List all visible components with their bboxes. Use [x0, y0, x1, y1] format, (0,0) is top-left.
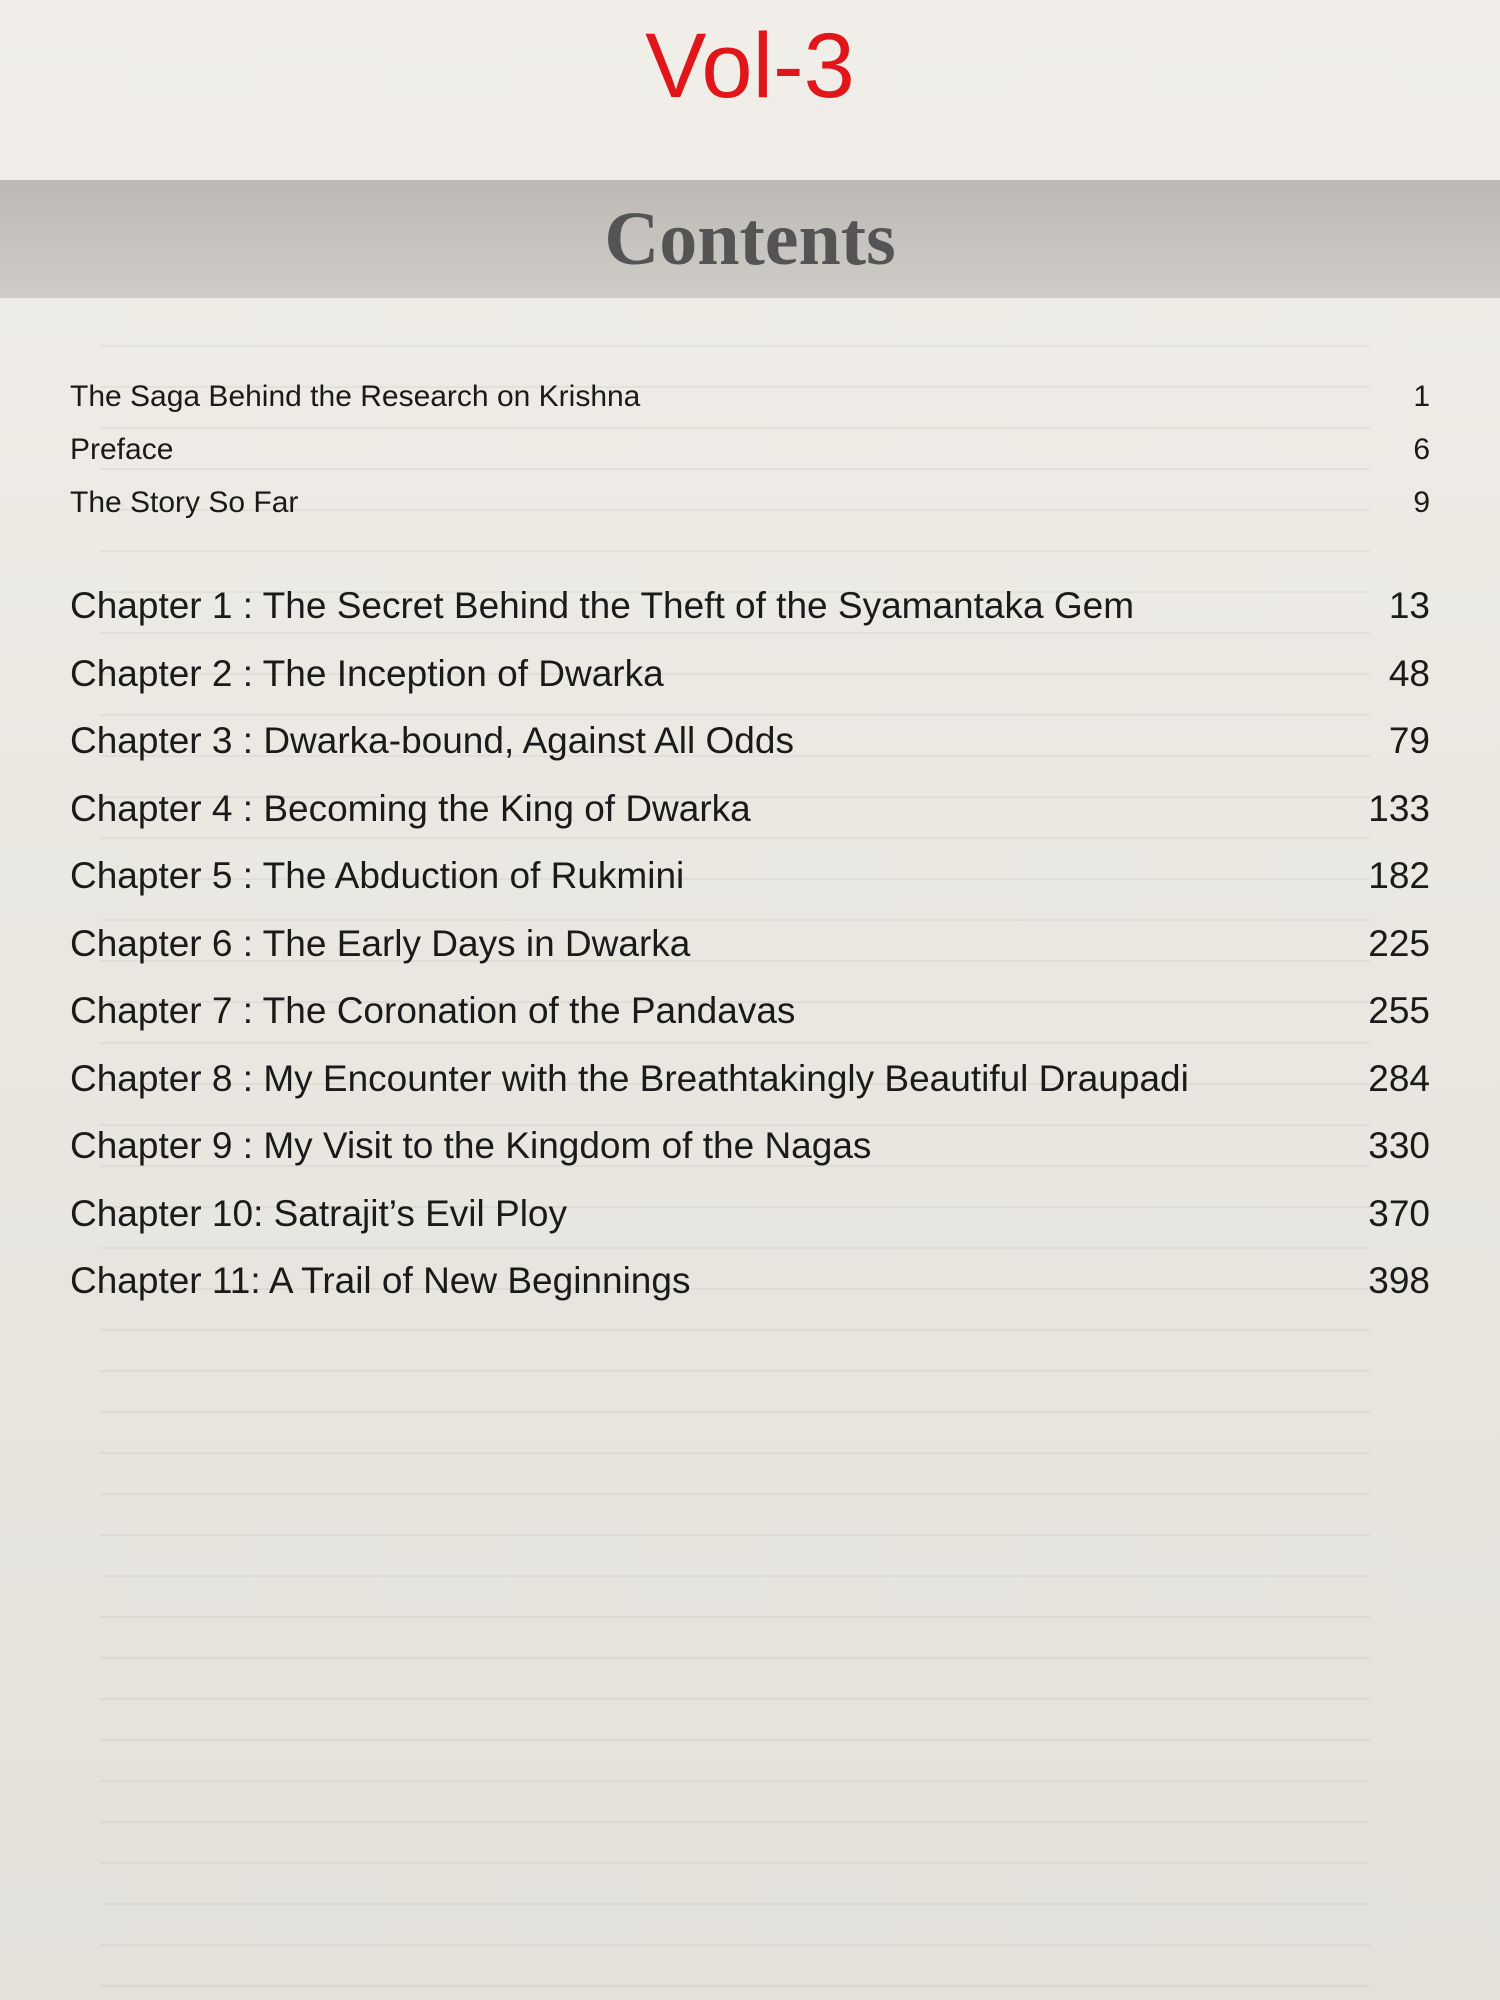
bleed-through-line [100, 1944, 1370, 1946]
bleed-through-line [100, 1493, 1370, 1495]
front-matter-row-2 [70, 433, 1430, 467]
bleed-through-line [100, 1534, 1370, 1536]
bleed-through-line [100, 1329, 1370, 1331]
bleed-through-line [100, 1575, 1370, 1577]
toc-page-number: 133 [1368, 787, 1430, 829]
bleed-through-line [100, 550, 1370, 552]
chapter-row-3 [70, 720, 1430, 762]
toc-entry-title: Chapter 9 : My Visit to the Kingdom of the Nagas [70, 1125, 872, 1166]
front-matter-row-1 [70, 380, 1430, 414]
bleed-through-line [100, 1780, 1370, 1782]
toc-entry-title: Chapter 3 : Dwarka-bound, Against All Odds [70, 720, 794, 761]
bleed-through-line [100, 837, 1370, 839]
bleed-through-line [100, 427, 1370, 429]
toc-page-number: 330 [1368, 1125, 1430, 1166]
bleed-through-line [100, 1903, 1370, 1905]
toc-entry-title: Chapter 6 : The Early Days in Dwarka [70, 922, 691, 964]
chapter-row-10 [70, 1193, 1430, 1235]
toc-entry-title: Chapter 11: A Trail of New Beginnings [70, 1260, 691, 1301]
bleed-through-line [100, 345, 1370, 347]
page-title: Contents [604, 197, 896, 281]
bleed-through-line [100, 1616, 1370, 1618]
toc-page-number: 398 [1368, 1260, 1430, 1301]
toc-page-number: 182 [1368, 855, 1430, 896]
toc-page-number: 255 [1368, 990, 1430, 1031]
chapter-row-11 [70, 1260, 1430, 1302]
bleed-through-line [100, 714, 1370, 716]
toc-page-number: 9 [1413, 486, 1430, 519]
bleed-through-line [100, 1411, 1370, 1413]
toc-entry-title: Chapter 7 : The Coronation of the Pandavas [70, 990, 796, 1031]
toc-page-number: 225 [1368, 922, 1430, 964]
chapter-row-5 [70, 855, 1430, 897]
toc-entry-title: Chapter 10: Satrajit’s Evil Ploy [70, 1192, 567, 1234]
volume-label: Vol-3 [645, 15, 855, 117]
bleed-through-line [100, 1985, 1370, 1987]
toc-entry-title: The Story So Far [70, 486, 299, 519]
toc-page-number: 79 [1388, 720, 1430, 761]
chapter-row-4 [70, 788, 1430, 830]
bleed-through-line [100, 1862, 1370, 1864]
chapter-row-9 [70, 1125, 1430, 1167]
chapter-row-1 [70, 585, 1430, 627]
toc-entry-title: The Saga Behind the Research on Krishna [70, 380, 641, 413]
toc-entry-title: Chapter 2 : The Inception of Dwarka [70, 652, 664, 694]
toc-entry-title: Preface [70, 433, 174, 466]
toc-entry-title: Chapter 1 : The Secret Behind the Theft of the Syamantaka Gem [70, 585, 1135, 626]
bleed-through-line [100, 919, 1370, 921]
toc-page-number: 1 [1413, 380, 1430, 413]
chapter-row-8 [70, 1058, 1430, 1100]
toc-page-number: 13 [1388, 585, 1430, 626]
bleed-through-line [100, 1370, 1370, 1372]
front-matter-row-3 [70, 486, 1430, 520]
chapter-row-6 [70, 923, 1430, 965]
bleed-through-line [100, 1657, 1370, 1659]
bleed-through-line [100, 1821, 1370, 1823]
bleed-through-line [100, 1698, 1370, 1700]
bleed-through-line [100, 1247, 1370, 1249]
toc-page-number: 370 [1368, 1192, 1430, 1234]
bleed-through-line [100, 1042, 1370, 1044]
bleed-through-line [100, 468, 1370, 470]
chapter-row-2 [70, 653, 1430, 695]
toc-page-number: 48 [1388, 652, 1430, 694]
bleed-through-line [100, 632, 1370, 634]
toc-entry-title: Chapter 4 : Becoming the King of Dwarka [70, 787, 751, 829]
toc-page-number: 284 [1368, 1057, 1430, 1099]
bleed-through-line [100, 1452, 1370, 1454]
toc-entry-title: Chapter 8 : My Encounter with the Breathtakingly Beautiful Draupadi [70, 1057, 1189, 1099]
toc-page-number: 6 [1413, 433, 1430, 466]
chapter-row-7 [70, 990, 1430, 1032]
toc-entry-title: Chapter 5 : The Abduction of Rukmini [70, 855, 685, 896]
bleed-through-line [100, 1739, 1370, 1741]
